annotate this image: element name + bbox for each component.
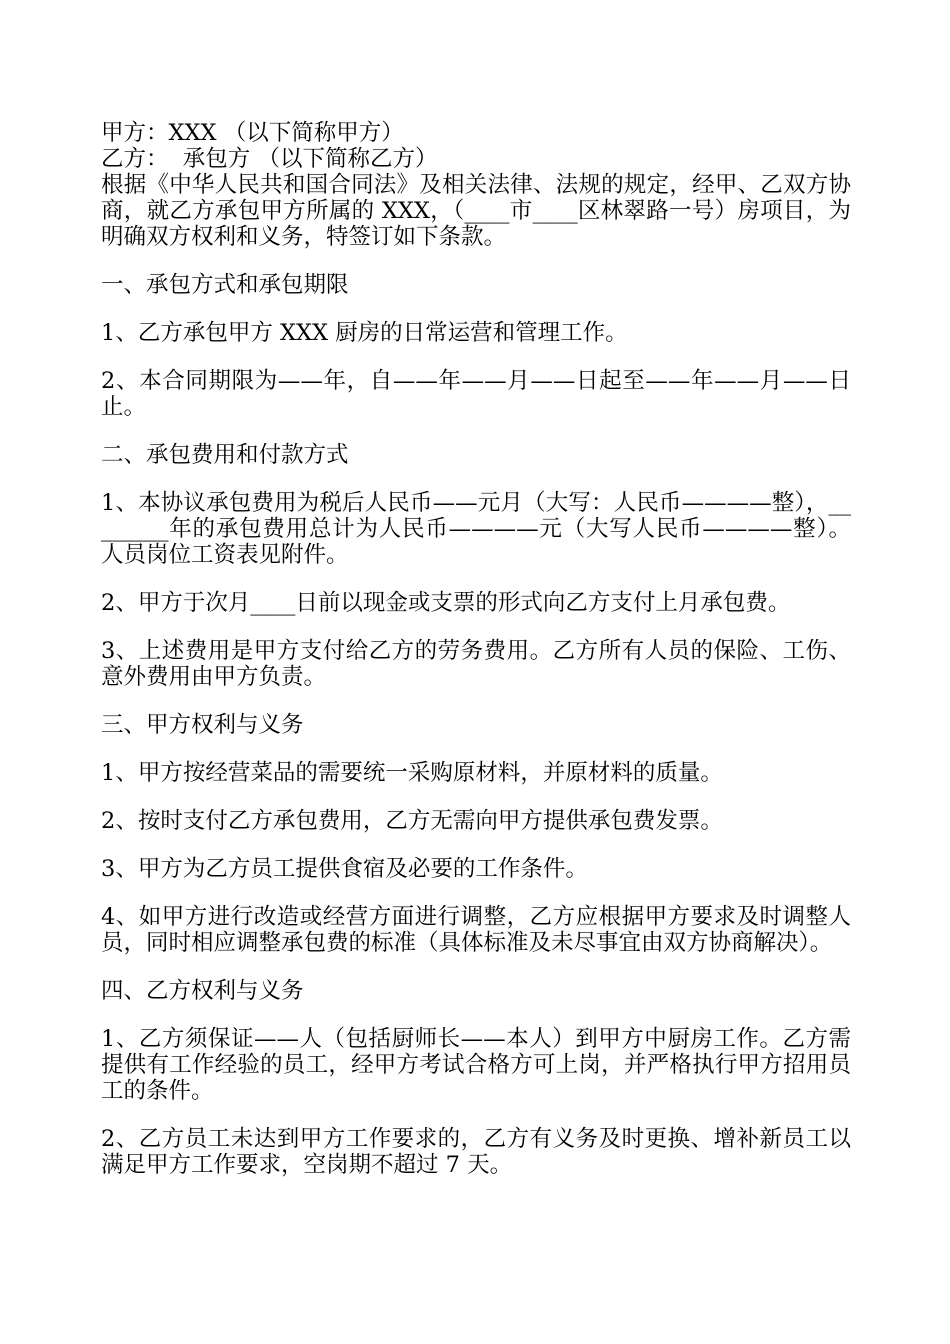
section-heading-3: 三、甲方权利与义务 [101, 712, 304, 738]
clause-3-3: 3、甲方为乙方员工提供食宿及必要的工作条件。 [101, 856, 588, 882]
clause-4-1: 1、乙方须保证——人（包括厨师长——本人）到甲方中厨房工作。乙方需提供有工作经验的员工，经甲方考试合格方可上岗，并严格执行甲方招用员工的条件。 [101, 1026, 851, 1104]
clause-2-3: 3、上述费用是甲方支付给乙方的劳务费用。乙方所有人员的保险、工伤、意外费用由甲方负责。 [101, 638, 851, 690]
clause-4-2: 2、乙方员工未达到甲方工作要求的，乙方有义务及时更换、增补新员工以满足甲方工作要求，空岗期不超过 7 天。 [101, 1126, 851, 1178]
party-a-line: 甲方：XXX （以下简称甲方） [101, 120, 404, 146]
clause-2-1: 1、本协议承包费用为税后人民币——元月（大写：人民币————整），________年的承包费用总计为人民币————元（大写人民币————整）。人员岗位工资表见附件。 [101, 490, 851, 568]
section-heading-2: 二、承包费用和付款方式 [101, 442, 349, 468]
section-heading-1: 一、承包方式和承包期限 [101, 272, 349, 298]
clause-3-4: 4、如甲方进行改造或经营方面进行调整，乙方应根据甲方要求及时调整人员，同时相应调整承包费的标准（具体标准及未尽事宜由双方协商解决）。 [101, 904, 851, 956]
clause-1-2: 2、本合同期限为——年，自——年——月——日起至——年——月——日止。 [101, 368, 851, 420]
contract-page [101, 120, 851, 1178]
intro-paragraph: 根据《中华人民共和国合同法》及相关法律、法规的规定，经甲、乙双方协商，就乙方承包甲方所属的 XXX，（____市____区林翠路一号）房项目，为明确双方权利和义务，特签订如下条款。 [101, 172, 851, 250]
party-b-line: 乙方： 承包方 （以下简称乙方） [101, 146, 438, 172]
section-heading-4: 四、乙方权利与义务 [101, 978, 304, 1004]
clause-3-2: 2、按时支付乙方承包费用，乙方无需向甲方提供承包费发票。 [101, 808, 723, 834]
clause-2-2: 2、甲方于次月____日前以现金或支票的形式向乙方支付上月承包费。 [101, 590, 791, 616]
clause-3-1: 1、甲方按经营菜品的需要统一采购原材料，并原材料的质量。 [101, 760, 723, 786]
clause-1-1: 1、乙方承包甲方 XXX 厨房的日常运营和管理工作。 [101, 320, 628, 346]
